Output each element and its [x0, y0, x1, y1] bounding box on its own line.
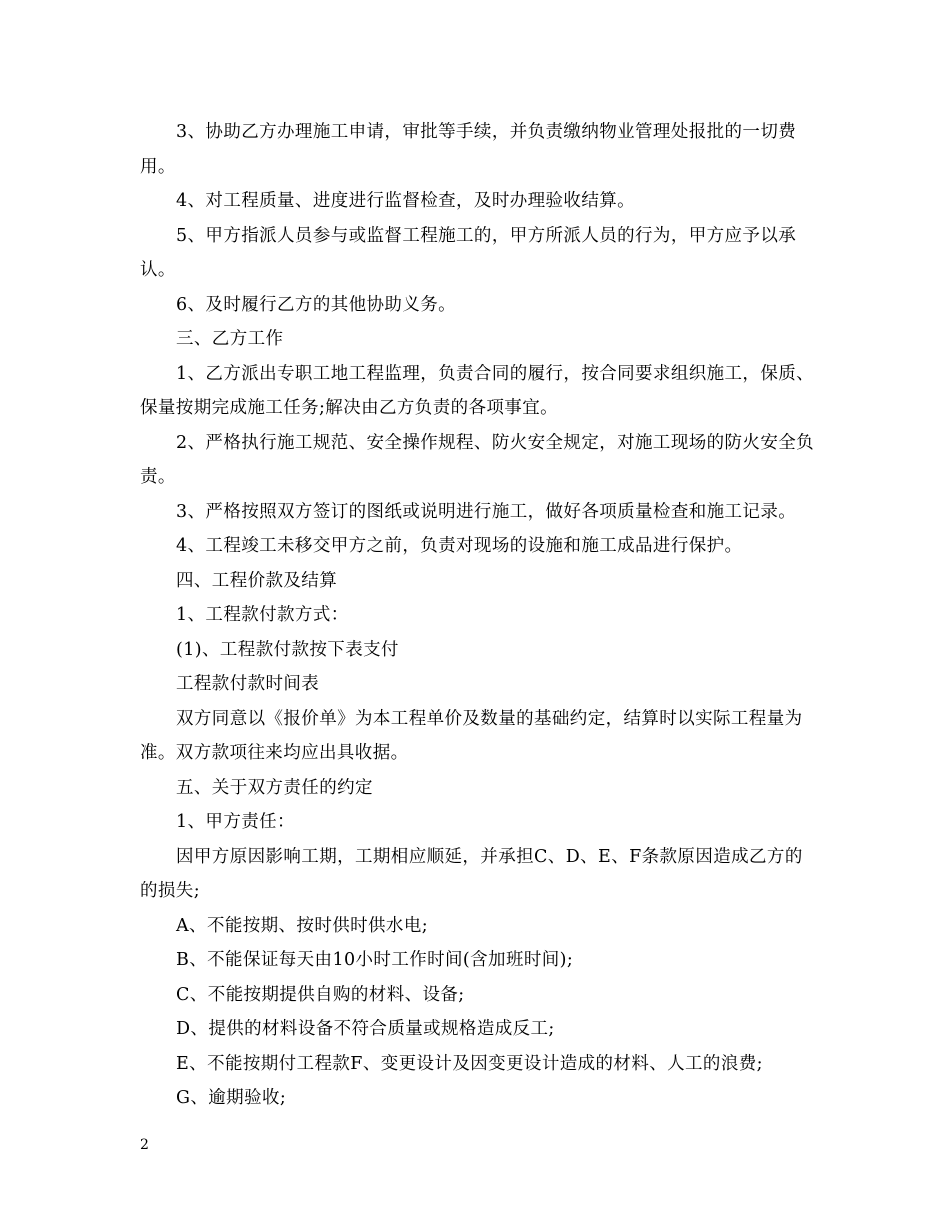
paragraph: 双方同意以《报价单》为本工程单价及数量的基础约定，结算时以实际工程量为准。双方款项往来均应出具收据。: [140, 708, 803, 763]
section-heading: 五、关于双方责任的约定: [176, 777, 373, 798]
paragraph: 4、对工程质量、进度进行监督检查，及时办理验收结算。: [176, 191, 636, 211]
list-item: G、逾期验收;: [176, 1088, 287, 1108]
paragraph: 3、严格按照双方签订的图纸或说明进行施工，做好各项质量检查和施工记录。: [176, 501, 797, 522]
document-body: [140, 115, 820, 1116]
paragraph: 因甲方原因影响工期，工期相应顺延，并承担C、D、E、F条款原因造成乙方的的损失;: [140, 846, 803, 901]
list-item: B、不能保证每天由10小时工作时间(含加班时间);: [176, 950, 574, 970]
list-item: C、不能按期提供自购的材料、设备;: [176, 984, 465, 1005]
paragraph: 1、工程款付款方式：: [176, 605, 349, 625]
paragraph: 4、工程竣工未移交甲方之前，负责对现场的设施和施工成品进行保护。: [176, 536, 743, 556]
section-heading: 四、工程价款及结算: [176, 570, 338, 591]
paragraph: (1)、工程款付款按下表支付: [176, 639, 399, 660]
paragraph: 2、严格执行施工规范、安全操作规程、防火安全规定，对施工现场的防火安全负责。: [140, 432, 815, 487]
section-heading: 三、乙方工作: [176, 329, 284, 349]
page-number: 2: [140, 1137, 149, 1153]
paragraph: 5、甲方指派人员参与或监督工程施工的，甲方所派人员的行为，甲方应予以承认。: [140, 225, 797, 280]
paragraph: 1、乙方派出专职工地工程监理，负责合同的履行，按合同要求组织施工，保质、保量按期完成施工任务;解决由乙方负责的各项事宜。: [140, 363, 815, 418]
table-caption: 工程款付款时间表: [176, 674, 320, 694]
list-item: E、不能按期付工程款F、变更设计及因变更设计造成的材料、人工的浪费;: [176, 1053, 763, 1074]
list-item: D、提供的材料设备不符合质量或规格造成反工;: [176, 1019, 555, 1039]
paragraph: 6、及时履行乙方的其他协助义务。: [176, 294, 457, 315]
list-item: A、不能按期、按时供时供水电;: [176, 915, 429, 936]
paragraph: 3、协助乙方办理施工申请，审批等手续，并负责缴纳物业管理处报批的一切费用。: [140, 122, 797, 177]
paragraph: 1、甲方责任：: [176, 812, 295, 832]
